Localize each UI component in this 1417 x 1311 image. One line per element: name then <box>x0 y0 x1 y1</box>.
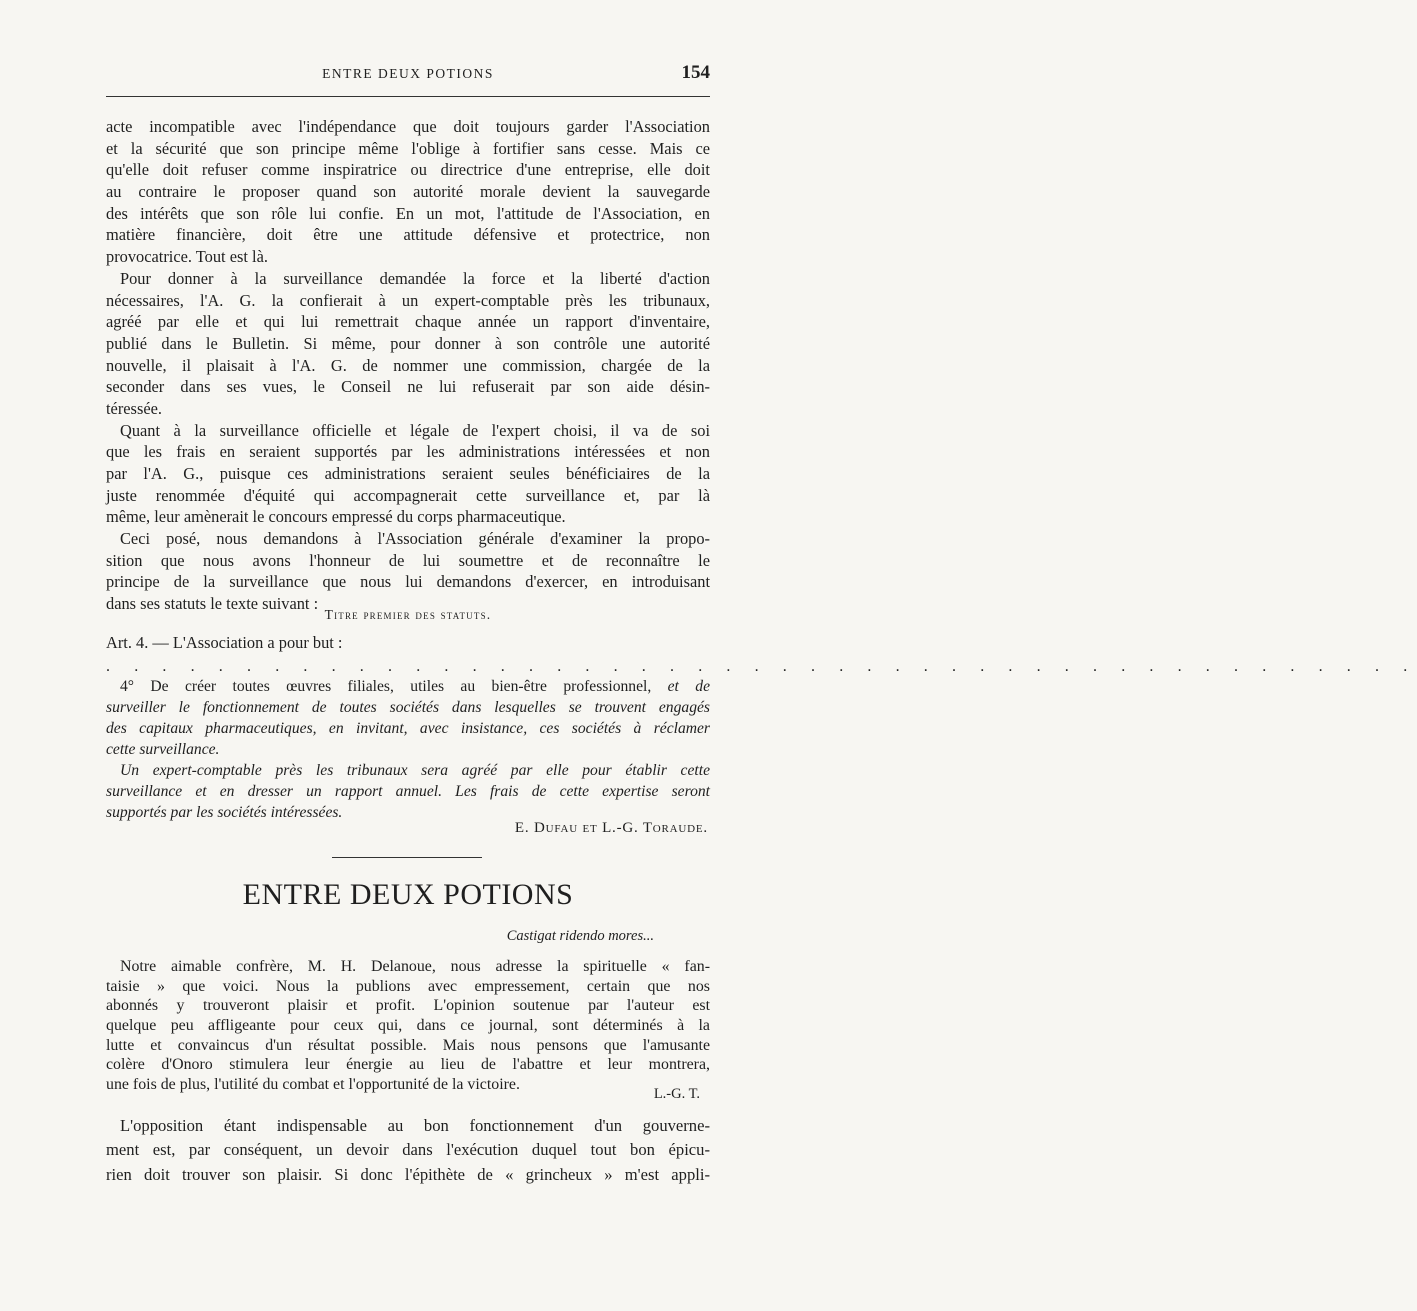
intro-line: Notre aimable confrère, M. H. Delanoue, nous adresse la spirituelle « fan- <box>120 958 710 975</box>
running-title: ENTRE DEUX POTIONS <box>322 66 494 81</box>
statute-first-line <box>106 676 710 697</box>
article-line: rien doit trouver son plaisir. Si donc l'épithète de « grincheux » m'est appli- <box>106 1164 710 1184</box>
body-line: au contraire le proposer quand son autorité morale devient la sauvegarde <box>106 182 710 202</box>
body-line: matière financière, doit être une attitude défensive et protectrice, non <box>106 225 710 245</box>
statute-text <box>106 676 710 823</box>
ellipsis-dots: . . . . . . . . . . . . . . . . . . . . . . . . . . . . . . . . . . . . . . . . . . . . . . . <box>106 658 1417 675</box>
article-title: ENTRE DEUX POTIONS <box>242 878 574 911</box>
statute-heading: Titre premier des statuts. <box>324 607 492 622</box>
body-line: que les frais en seraient supportés par les administrations intéressées et non <box>106 442 710 462</box>
body-line: par l'A. G., puisque ces administrations seraient seules bénéficiaires de la <box>106 464 710 483</box>
statute-point-text: 4° De créer toutes œuvres filiales, utiles au bien-être professionnel, <box>120 678 652 695</box>
body-line: Quant à la surveillance officielle et légale de l'expert choisi, il va de soi <box>120 420 710 440</box>
body-line: même, leur amènerait le concours empressé du corps pharmaceutique. <box>106 507 566 527</box>
epigraph: Castigat ridendo mores... <box>506 928 654 944</box>
statute-line: des capitaux pharmaceutiques, en invitant, avec insistance, ces sociétés à réclamer <box>106 720 710 737</box>
body-line: seconder dans ses vues, le Conseil ne lui refuserait par son aide désin- <box>106 377 710 397</box>
body-line: nécessaires, l'A. G. la confierait à un expert-comptable près les tribunaux, <box>106 290 710 310</box>
body-line: juste renommée d'équité qui accompagnerait cette surveillance et, par là <box>106 485 710 505</box>
intro-line: taisie » que voici. Nous la publions avec empressement, certain que nos <box>106 977 710 995</box>
intro-line: abonnés y trouveront plaisir et profit. L'opinion soutenue par l'auteur est <box>106 997 710 1015</box>
page-header <box>106 62 710 90</box>
body-line: principe de la surveillance que nous lui demandons d'exercer, en introduisant <box>106 572 710 592</box>
body-line: Ceci posé, nous demandons à l'Association générale d'examiner la propo- <box>120 529 710 549</box>
intro-note <box>106 957 710 1095</box>
statute-article: Art. 4. — L'Association a pour but : <box>106 633 343 652</box>
body-line: téressée. <box>106 398 162 418</box>
page-number: 154 <box>681 62 710 83</box>
statute-point-italic: et de <box>667 678 710 695</box>
body-line: et la sécurité que son principe même l'oblige à fortifier sans cesse. Mais ce <box>106 138 710 158</box>
intro-signature: L.-G. T. <box>653 1086 700 1102</box>
statute-line: surveillance et en dresser un rapport annuel. Les frais de cette expertise seront <box>106 783 710 800</box>
body-line: publié dans le Bulletin. Si même, pour donner à son contrôle une autorité <box>106 333 710 353</box>
body-line: des intérêts que son rôle lui confie. En un mot, l'attitude de l'Association, en <box>106 203 710 223</box>
statute-signature: E. Dufau et L.-G. Toraude. <box>514 820 708 836</box>
body-line: dans ses statuts le texte suivant : <box>106 594 319 614</box>
body-line: Pour donner à la surveillance demandée la force et la liberté d'action <box>120 268 710 288</box>
statute-line: surveiller le fonctionnement de toutes sociétés dans lesquelles se trouvent engagés <box>106 699 710 716</box>
intro-line: une fois de plus, l'utilité du combat et l'opportunité de la victoire. <box>106 1076 520 1094</box>
intro-line: lutte et convaincus d'un résultat possible. Mais nous pensons que l'amusante <box>106 1036 710 1054</box>
body-line: agréé par elle et qui lui remettrait chaque année un rapport d'inventaire, <box>106 312 710 332</box>
article-line: ment est, par conséquent, un devoir dans l'exécution duquel tout bon épicu- <box>106 1140 710 1160</box>
statute-line: cette surveillance. <box>106 741 220 758</box>
article-line: L'opposition étant indispensable au bon fonctionnement d'un gouverne- <box>120 1116 710 1135</box>
body-line: qu'elle doit refuser comme inspiratrice ou directrice d'une entreprise, elle doit <box>106 160 710 180</box>
article-text <box>106 1114 710 1187</box>
body-line: sition que nous avons l'honneur de lui soumettre et de reconnaître le <box>106 550 710 570</box>
intro-line: quelque peu affligeante pour ceux qui, dans ce journal, sont déterminés à la <box>106 1017 710 1035</box>
intro-line: colère d'Onoro stimulera leur énergie au lieu de l'abattre et leur montrera, <box>106 1056 710 1074</box>
body-paragraphs <box>106 116 710 615</box>
body-line: nouvelle, il plaisait à l'A. G. de nommer une commission, chargée de la <box>106 355 710 375</box>
body-line: acte incompatible avec l'indépendance que doit toujours garder l'Association <box>106 117 710 136</box>
section-divider <box>332 857 482 858</box>
statute-line: Un expert-comptable près les tribunaux sera agréé par elle pour établir cette <box>120 762 710 779</box>
header-rule <box>106 96 710 97</box>
body-line: provocatrice. Tout est là. <box>106 247 268 267</box>
statute-line: supportés par les sociétés intéressées. <box>106 804 343 821</box>
